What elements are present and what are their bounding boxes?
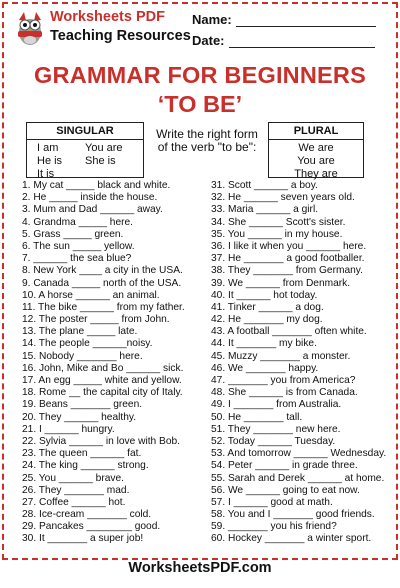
exercise-sentence[interactable]: 44. It _______ my bike. [211, 338, 317, 350]
singular-heading: SINGULAR [56, 125, 114, 137]
exercise-sentence[interactable]: 13. The plane _____ late. [22, 326, 138, 338]
exercise-sentence[interactable]: 14. The people ______noisy. [22, 338, 153, 350]
exercise-sentence[interactable]: 41. Tinker ______ a dog. [211, 301, 324, 313]
exercise-sentence[interactable]: 58. You and I _______ good friends. [211, 509, 375, 521]
exercise-sentence[interactable]: 30. It _______ a super job! [22, 533, 144, 545]
exercise-sentence[interactable]: 43. A football _______ often white. [211, 326, 367, 338]
exercise-sentence[interactable]: 53. And tomorrow ______ Wednesday. [211, 448, 387, 460]
exercise-sentence[interactable]: 18. Rome __ the capital city of Italy. [22, 387, 183, 399]
name-field[interactable] [192, 12, 376, 27]
exercise-sentence[interactable]: 27. Coffee ______ hot. [22, 496, 126, 508]
instruction-text: Write the right form of the verb "to be": [156, 127, 258, 154]
exercise-sentence[interactable]: 28. Ice-cream _______ cold. [22, 509, 152, 521]
singular-form: I am [37, 142, 59, 154]
exercise-sentence[interactable]: 46. We _______ happy. [211, 362, 319, 374]
exercise-sentence[interactable]: 19. Beans _______ green. [22, 399, 143, 411]
exercise-sentence[interactable]: 12. The poster _____ from John. [22, 314, 170, 326]
plural-heading: PLURAL [293, 125, 339, 137]
plural-form: We are [298, 142, 334, 154]
worksheet-subtitle: ‘TO BE’ [157, 91, 243, 117]
sentences-right-column [211, 180, 391, 546]
name-line[interactable] [236, 15, 376, 27]
exercise-sentence[interactable]: 52. Today ______ Tuesday. [211, 435, 336, 447]
exercise-sentence[interactable]: 7. ______ the sea blue? [22, 253, 132, 265]
exercise-sentence[interactable]: 57. I ______ good at math. [211, 496, 333, 508]
exercise-sentence[interactable]: 47. _______ you from America? [211, 375, 356, 386]
exercise-sentence[interactable]: 24. The king ______ strong. [22, 460, 149, 472]
exercise-sentence[interactable]: 11. The bike ______ from my father. [22, 301, 185, 313]
exercise-sentence[interactable]: 54. Peter ______ in grade three. [211, 460, 358, 472]
exercise-sentence[interactable]: 29. Pancakes ________ good. [22, 521, 161, 533]
worksheet-page [2, 2, 398, 560]
owl-logo-icon [12, 8, 48, 48]
exercise-sentence[interactable]: 17. An egg _____ white and yellow. [22, 375, 182, 386]
plural-form: You are [297, 155, 335, 167]
exercise-sentence[interactable]: 32. He ______ seven years old. [211, 192, 355, 204]
exercise-sentence[interactable]: 33. Maria ______ a girl. [211, 204, 319, 216]
exercise-sentence[interactable]: 4. Grandma _____ here. [22, 216, 134, 228]
plural-box [268, 122, 364, 178]
exercise-sentence[interactable]: 59. _______ you his friend? [211, 521, 337, 533]
exercise-sentence[interactable]: 21. I ______ hungry. [22, 423, 115, 435]
singular-form: It is [37, 168, 55, 180]
exercise-sentence[interactable]: 10. A horse ______ an animal. [22, 289, 160, 301]
exercise-sentence[interactable]: 40. It ______ hot today. [211, 289, 318, 301]
exercise-sentence[interactable]: 35. You ______ in my house. [211, 228, 343, 240]
name-label: Name: [192, 12, 232, 27]
exercise-sentence[interactable]: 25. You ______ brave. [22, 472, 124, 484]
brand-subtitle: Teaching Resources [50, 28, 191, 44]
exercise-sentence[interactable]: 55. Sarah and Derek ______ at home. [211, 472, 385, 484]
footer-website: WorksheetsPDF.com [128, 560, 272, 576]
exercise-sentence[interactable]: 42. He _______ my dog. [211, 314, 323, 326]
singular-form: You are [85, 142, 123, 154]
exercise-sentence[interactable]: 22. Sylvia ______ in love with Bob. [22, 435, 181, 447]
exercise-sentence[interactable]: 16. John, Mike and Bo ______ sick. [22, 362, 184, 374]
exercise-sentence[interactable]: 26. They _______ mad. [22, 484, 130, 496]
exercise-sentence[interactable]: 60. Hockey _______ a winter sport. [211, 533, 372, 545]
plural-form: They are [294, 168, 338, 180]
exercise-sentence[interactable]: 45. Muzzy _______ a monster. [211, 350, 351, 362]
exercise-sentence[interactable]: 31. Scott ______ a boy. [211, 180, 318, 191]
exercise-sentence[interactable]: 20. They ______ healthy. [22, 411, 137, 423]
date-field[interactable] [192, 33, 375, 48]
exercise-sentence[interactable]: 51. They _______ new here. [211, 423, 341, 435]
exercise-sentence[interactable]: 38. They _______ from Germany. [211, 265, 363, 277]
exercise-sentence[interactable]: 23. The queen ______ fat. [22, 448, 142, 460]
exercise-sentence[interactable]: 37. He _______ a good footballer. [211, 253, 365, 265]
sentences-left-column [22, 180, 202, 546]
date-label: Date: [192, 33, 225, 48]
exercise-sentence[interactable]: 36. I like it when you ______ here. [211, 240, 367, 252]
exercise-sentence[interactable]: 5. Grass _____ green. [22, 228, 124, 240]
singular-form: She is [85, 155, 116, 167]
exercise-sentence[interactable]: 8. New York ____ a city in the USA. [22, 265, 183, 277]
exercise-sentence[interactable]: 39. We ______ from Denmark. [211, 277, 351, 289]
exercise-sentence[interactable]: 56. We ______ going to eat now. [211, 484, 360, 496]
exercise-sentence[interactable]: 1. My cat _____ black and white. [22, 180, 171, 191]
exercise-sentence[interactable]: 48. She ______ is from Canada. [211, 387, 358, 399]
exercise-sentence[interactable]: 2. He _____ inside the house. [22, 192, 158, 204]
exercise-sentence[interactable]: 34. She ______ Scott's sister. [211, 216, 346, 228]
singular-form: He is [37, 155, 63, 167]
exercise-sentence[interactable]: 50. He _______ tall. [211, 411, 303, 423]
brand-title: Worksheets PDF [50, 9, 165, 25]
exercise-sentence[interactable]: 9. Canada _____ north of the USA. [22, 277, 182, 289]
exercise-sentence[interactable]: 15. Nobody _______ here. [22, 350, 143, 362]
exercise-sentence[interactable]: 3. Mum and Dad ______ away. [22, 204, 163, 216]
worksheet-title: GRAMMAR FOR BEGINNERS [34, 62, 366, 88]
date-line[interactable] [229, 36, 375, 48]
exercise-sentence[interactable]: 49. I _______ from Australia. [211, 399, 342, 411]
singular-box [26, 122, 144, 178]
exercise-sentence[interactable]: 6. The sun _____ yellow. [22, 240, 135, 252]
